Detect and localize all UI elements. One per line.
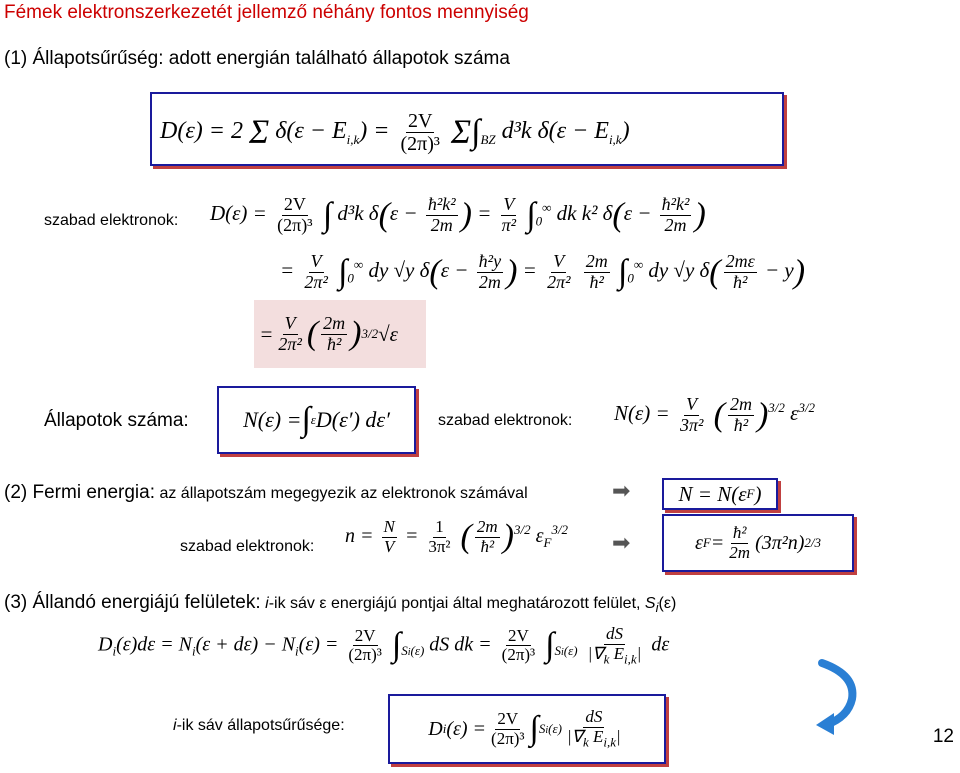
state-count-free-eq: N(ε) = $\frac{V}{\text{3π²}}$ ( $\frac{2m}{\text{ħ²}}$ )$^{3/2}$ $\varepsilon^{3/2}$ [614,394,816,435]
section1-heading: (1) Állapotsűrűség: adott energián található állapotok száma [4,48,510,69]
section3-heading-main: (3) Állandó energiájú felületek: [4,592,261,613]
free-dos-eq-line1: D(ε) = $\frac{2V}{\text{(2π)³}}$ ∫ d³k δ(ε − $\frac{\text{ħ²k²}}{2m}$ ) = $\frac{V}{\text{π²}}$ $\int_0^\infty$ dk k² δ(ε − $\frac{\text{ħ²k²}}{2m}$ ) [210,194,706,235]
page-number: 12 [932,726,954,747]
surface-dos-eq: $D_i(\varepsilon)d\varepsilon = N_i(\varepsilon + d\varepsilon) - N_i(\varepsilon)$ = $\frac{2V}{\text{(2π)³}}$ $\int_{Si(\varepsilon)}$ dS dk = $\frac{2V}{\text{(2π)³}}$ $\int_{Si(\varepsilon)}$ $\frac{dS}{|\nabla_k E_{i,k}|}$ dε [98,624,670,667]
section2-heading-detail: az állapotszám megegyezik az elektronok számával [159,485,528,502]
section3-heading-S-sub: i [655,600,659,616]
implies-arrow-icon-2: ➡ [612,530,631,555]
free-dos-eq-line2: = $\frac{V}{\text{2π²}}$ $\int_0^\infty$ dy √y δ(ε − $\frac{\text{ħ²y}}{2m}$ ) = $\frac{V}{\text{2π²}}$ $\frac{2m}{\text{ħ²}}$ $\int_0^\infty$ dy √y δ( $\frac{2m\varepsilon}{\text{ħ²}}$ − y) [280,251,806,292]
section3-heading-S: S [644,595,656,612]
section1-count-free-label: szabad elektronok: [438,412,573,429]
state-count-box: N(ε) = ∫ ε D(ε′) dε′ [217,386,416,454]
implies-arrow-icon: ➡ [612,478,631,503]
section3-heading [4,592,676,615]
free-dos-result: = $\frac{V}{\text{2π²}}$ ( $\frac{2m}{\text{ħ²}}$ ) 3/2 √ε [254,300,426,368]
fermi-N-box: N = N(ε F ) [662,478,778,510]
section2-heading-main: (2) Fermi energia: [4,482,155,503]
section3-dos-label-rest: -ik sáv állapotsűrűsége: [176,717,345,734]
section2-heading [4,482,528,504]
density-eq: n = $\frac{N}{V}$ = $\frac{1}{\text{3π²}}$ ( $\frac{2m}{\text{ħ²}}$ )$^{3/2}$ $\varepsilon_F^{3/2}$ [345,517,569,556]
curved-arrow-icon [812,655,862,735]
section3-heading-S-arg: (ε) [658,595,677,612]
section3-dos-label-i: i [173,717,177,734]
section2-free-label: szabad elektronok: [180,538,315,555]
fermi-energy-box: ε F = $\frac{\text{ħ²}}{2m}$ (3π²n) 2/3 [662,514,854,572]
section1-free-label: szabad elektronok: [44,212,179,229]
section3-dos-label [173,717,345,735]
band-dos-box: D i (ε) = $\frac{2V}{\text{(2π)³}}$ ∫ Si(ε) $\frac{dS}{|\nabla_k E_{i,k}|}$ [388,694,666,764]
section3-heading-detail: -ik sáv ε energiájú pontjai által meghatározott felület, [268,595,641,612]
slide-title: Fémek elektronszerkezetét jellemző néhány fontos mennyiség [4,2,529,23]
section1-count-label: Állapotok száma: [44,410,189,431]
section3-heading-i: i [265,595,269,612]
dos-definition-box: D(ε) = 2 Σ $\delta(\varepsilon - E_{i,k})$ = $\frac{2V}{\text{(2π)³}}$ $\Sigma\int_{BZ}$ d³k $\delta(\varepsilon - E_{i,k})$ [150,92,784,166]
